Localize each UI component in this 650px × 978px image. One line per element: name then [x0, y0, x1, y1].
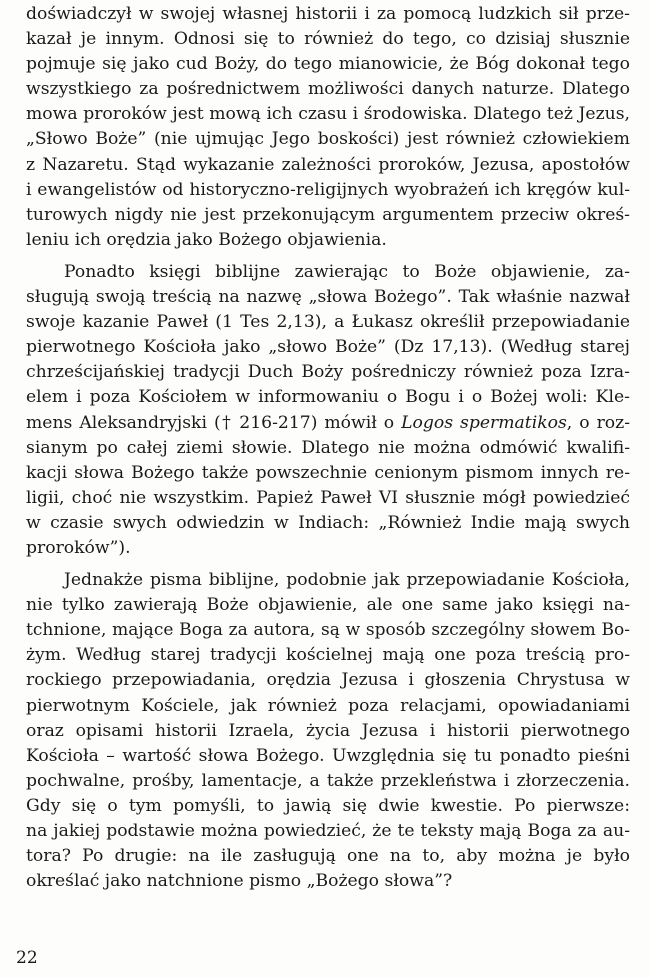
- text-line: nie tylko zawierają Boże objawienie, ale one same jako księgi na-: [26, 595, 630, 616]
- paragraph-1: [26, 2, 630, 253]
- text-line: Ponadto księgi biblijne zawierając to Boże objawienie, za-: [64, 261, 630, 282]
- text-line: mowa proroków jest mową ich czasu i środowiska. Dlatego też Jezus,: [26, 104, 630, 125]
- body-text: [26, 2, 630, 901]
- text-segment: mens Aleksandryjski († 216-217) mówił o: [26, 412, 402, 433]
- text-line: ligii, choć nie wszystkim. Papież Paweł VI słusznie mógł powiedzieć: [26, 487, 630, 508]
- text-line: tora? Po drugie: na ile zasługują one na to, aby można je było: [26, 846, 630, 867]
- text-line: wszystkiego za pośrednictwem możliwości danych naturze. Dlatego: [26, 79, 630, 100]
- text-line: pojmuje się jako cud Boży, do tego mianowicie, że Bóg dokonał tego: [26, 54, 630, 75]
- text-line: i ewangelistów od historyczno-religijnych wyobrażeń ich kręgów kul-: [26, 179, 630, 200]
- text-line: leniu ich orędzia jako Bożego objawienia.: [26, 229, 387, 250]
- paragraph-2: [26, 260, 630, 561]
- text-line: doświadczył w swojej własnej historii i za pomocą ludzkich sił prze-: [26, 4, 630, 24]
- paragraph-3: [26, 568, 630, 894]
- text-line: rockiego przepowiadania, orędzia Jezusa i głoszenia Chrystusa w: [26, 670, 630, 691]
- text-line: pierwotnym Kościele, jak również poza relacjami, opowiadaniami: [26, 695, 630, 716]
- text-line: pochwalne, prośby, lamentacje, a także przekleństwa i złorzeczenia.: [26, 770, 630, 791]
- text-line: tchnione, mające Boga za autora, są w sposób szczególny słowem Bo-: [26, 620, 630, 641]
- text-line: elem i poza Kościołem w informowaniu o Bogu i o Bożej woli: Kle-: [26, 387, 630, 408]
- text-line: określać jako natchnione pismo „Bożego słowa”?: [26, 871, 453, 892]
- text-line: z Nazaretu. Stąd wykazanie zależności proroków, Jezusa, apostołów: [26, 154, 630, 175]
- text-line: „Słowo Boże” (nie ujmując Jego boskości) jest również człowiekiem: [26, 129, 630, 150]
- text-line: kazał je innym. Odnosi się to również do tego, co dzisiaj słusznie: [26, 29, 630, 50]
- text-line: chrześcijańskiej tradycji Duch Boży pośredniczy również poza Izra-: [26, 362, 630, 383]
- italic-term: Logos spermatikos: [401, 412, 567, 433]
- text-line: sianym po całej ziemi słowie. Dlatego nie można odmówić kwalifi-: [26, 437, 630, 458]
- text-line: Kościoła – wartość słowa Bożego. Uwzględnia się tu ponadto pieśni: [26, 745, 630, 766]
- text-segment: , o roz-: [566, 412, 631, 433]
- text-line: sługują swoją treścią na nazwę „słowa Bożego”. Tak właśnie nazwał: [26, 287, 630, 308]
- text-line: na jakiej podstawie można powiedzieć, że te teksty mają Boga za au-: [26, 821, 630, 841]
- text-line: swoje kazanie Paweł (1 Tes 2,13), a Łukasz określił przepowiadanie: [26, 312, 630, 333]
- text-line: proroków”).: [26, 537, 131, 558]
- text-line: Jednakże pisma biblijne, podobnie jak przepowiadanie Kościoła,: [64, 570, 630, 591]
- text-line: kacji słowa Bożego także powszechnie cenionym pismom innych re-: [26, 462, 630, 483]
- text-line: Gdy się o tym pomyśli, to jawią się dwie kwestie. Po pierwsze:: [26, 795, 630, 816]
- text-line: turowych nigdy nie jest przekonującym argumentem przeciw okreś-: [26, 204, 630, 225]
- text-line: oraz opisami historii Izraela, życia Jezusa i historii pierwotnego: [26, 720, 630, 741]
- text-line: w czasie swych odwiedzin w Indiach: „Również Indie mają swych: [26, 512, 630, 533]
- text-line-with-term: [26, 411, 630, 436]
- text-line: pierwotnego Kościoła jako „słowo Boże” (Dz 17,13). (Według starej: [26, 337, 630, 358]
- text-line: żym. Według starej tradycji kościelnej mają one poza treścią pro-: [26, 645, 630, 666]
- page-number: 22: [16, 948, 38, 968]
